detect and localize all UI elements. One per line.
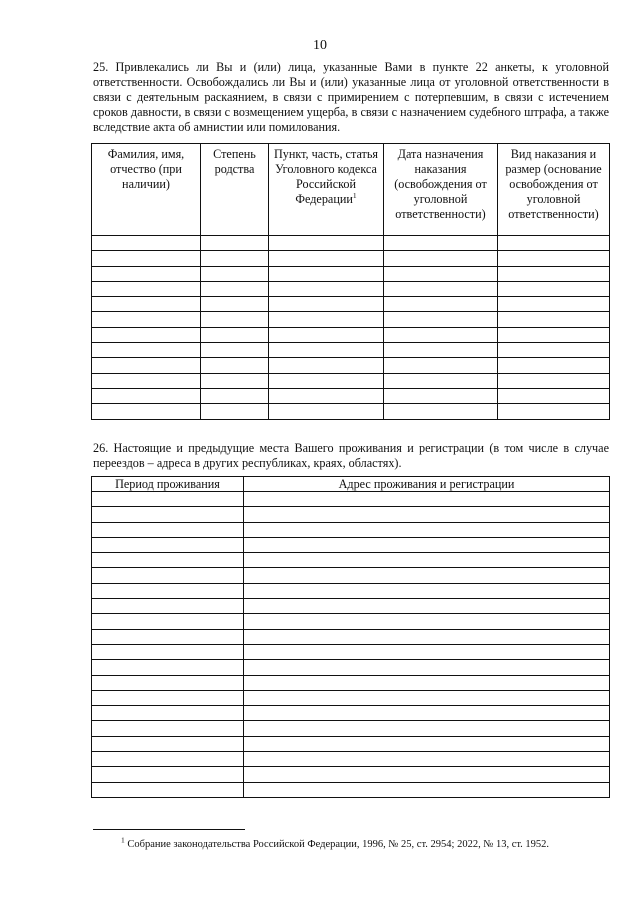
table-row bbox=[92, 312, 610, 327]
table-cell[interactable] bbox=[92, 388, 201, 403]
table-cell[interactable] bbox=[92, 404, 201, 419]
table-row bbox=[92, 358, 610, 373]
table-cell[interactable] bbox=[92, 660, 244, 675]
table-cell[interactable] bbox=[384, 236, 498, 251]
table-cell[interactable] bbox=[244, 736, 610, 751]
table-cell[interactable] bbox=[244, 706, 610, 721]
table-cell[interactable] bbox=[92, 327, 201, 342]
table-cell[interactable] bbox=[244, 568, 610, 583]
table-cell[interactable] bbox=[384, 388, 498, 403]
table-cell[interactable] bbox=[201, 327, 269, 342]
table-cell[interactable] bbox=[244, 492, 610, 507]
criminal-liability-table bbox=[91, 143, 610, 420]
table-cell[interactable] bbox=[244, 537, 610, 552]
footnote-number: 1 bbox=[121, 835, 125, 845]
table-cell[interactable] bbox=[269, 281, 384, 296]
table-cell[interactable] bbox=[92, 690, 244, 705]
table-cell[interactable] bbox=[92, 358, 201, 373]
table-cell[interactable] bbox=[244, 767, 610, 782]
table-cell[interactable] bbox=[384, 358, 498, 373]
table-cell[interactable] bbox=[244, 644, 610, 659]
table-cell[interactable] bbox=[244, 522, 610, 537]
table-cell[interactable] bbox=[244, 629, 610, 644]
table-cell[interactable] bbox=[92, 297, 201, 312]
table-cell[interactable] bbox=[92, 492, 244, 507]
footnote bbox=[121, 835, 550, 851]
table-cell[interactable] bbox=[92, 782, 244, 797]
table-row bbox=[92, 767, 610, 782]
table-cell[interactable] bbox=[201, 404, 269, 419]
table-cell[interactable] bbox=[498, 281, 610, 296]
table-cell[interactable] bbox=[201, 373, 269, 388]
table-cell[interactable] bbox=[498, 404, 610, 419]
table-cell[interactable] bbox=[498, 266, 610, 281]
table-cell[interactable] bbox=[384, 373, 498, 388]
table-cell[interactable] bbox=[92, 614, 244, 629]
table-cell[interactable] bbox=[92, 644, 244, 659]
table-row bbox=[92, 266, 610, 281]
table-cell[interactable] bbox=[92, 583, 244, 598]
header-residence-period: Период проживания bbox=[92, 477, 244, 492]
table-row bbox=[92, 752, 610, 767]
table-row bbox=[92, 297, 610, 312]
table-cell[interactable] bbox=[201, 281, 269, 296]
question-25-text: 25. Привлекались ли Вы и (или) лица, указанные Вами в пункте 22 анкеты, к уголовной ответственности. Освобождались ли Вы и (или) указанные лица от уголовной ответственности в связи с деятельным раскаянием, в связи с примирением с потерпевшим, в связи с истечением сроков давности, в связи с возмещением ущерба, в связи с назначением судебного штрафа, а также вследствие акта об амнистии или помилования. bbox=[93, 60, 609, 134]
table-cell[interactable] bbox=[244, 660, 610, 675]
table-cell[interactable] bbox=[498, 388, 610, 403]
table-row bbox=[92, 782, 610, 797]
table-row bbox=[92, 568, 610, 583]
header-sentence-type: Вид наказания и размер (основание освобождения от уголовной ответственности) bbox=[498, 144, 610, 236]
table-cell[interactable] bbox=[269, 358, 384, 373]
table-row bbox=[92, 251, 610, 266]
table-cell[interactable] bbox=[269, 251, 384, 266]
table-cell[interactable] bbox=[244, 614, 610, 629]
table-cell[interactable] bbox=[269, 327, 384, 342]
table-row bbox=[92, 522, 610, 537]
table-cell[interactable] bbox=[92, 721, 244, 736]
table-cell[interactable] bbox=[92, 251, 201, 266]
table-cell[interactable] bbox=[244, 721, 610, 736]
table-cell[interactable] bbox=[498, 327, 610, 342]
table-row bbox=[92, 507, 610, 522]
header-criminal-code-article: Пункт, часть, статья Уголовного кодекса Российской Федерации$^1$ bbox=[269, 144, 384, 236]
table-cell[interactable] bbox=[92, 522, 244, 537]
table-cell[interactable] bbox=[269, 388, 384, 403]
table-cell[interactable] bbox=[201, 388, 269, 403]
table-cell[interactable] bbox=[92, 767, 244, 782]
table-row bbox=[92, 629, 610, 644]
table-cell[interactable] bbox=[384, 327, 498, 342]
table-row bbox=[92, 675, 610, 690]
table-cell[interactable] bbox=[498, 343, 610, 358]
table-cell[interactable] bbox=[201, 297, 269, 312]
table-cell[interactable] bbox=[92, 507, 244, 522]
table-cell[interactable] bbox=[201, 266, 269, 281]
table-cell[interactable] bbox=[92, 736, 244, 751]
table-cell[interactable] bbox=[498, 312, 610, 327]
table-cell[interactable] bbox=[92, 553, 244, 568]
table-row bbox=[92, 690, 610, 705]
table-cell[interactable] bbox=[269, 266, 384, 281]
table-cell[interactable] bbox=[244, 752, 610, 767]
table-cell[interactable] bbox=[92, 373, 201, 388]
table-cell[interactable] bbox=[201, 236, 269, 251]
table-row bbox=[92, 281, 610, 296]
table-cell[interactable] bbox=[498, 236, 610, 251]
table-cell[interactable] bbox=[269, 236, 384, 251]
table-cell[interactable] bbox=[92, 537, 244, 552]
table-row bbox=[92, 583, 610, 598]
footnote-separator bbox=[93, 829, 245, 830]
table-cell[interactable] bbox=[244, 690, 610, 705]
table-cell[interactable] bbox=[244, 507, 610, 522]
footnote-marker: 1 bbox=[352, 190, 357, 200]
table-row bbox=[92, 537, 610, 552]
table-cell[interactable] bbox=[92, 568, 244, 583]
residence-history-table bbox=[91, 476, 610, 798]
table-cell[interactable] bbox=[92, 675, 244, 690]
page-number: 10 bbox=[313, 38, 327, 53]
table-row bbox=[92, 553, 610, 568]
table-cell[interactable] bbox=[92, 266, 201, 281]
table-row bbox=[92, 388, 610, 403]
table-row bbox=[92, 644, 610, 659]
footnote-text: Собрание законодательства Российской Федерации, 1996, № 25, ст. 2954; 2022, № 13, ст. 1952. bbox=[127, 839, 550, 850]
table-cell[interactable] bbox=[244, 583, 610, 598]
table-cell[interactable] bbox=[244, 599, 610, 614]
table-cell[interactable] bbox=[384, 251, 498, 266]
table-cell[interactable] bbox=[244, 782, 610, 797]
table-row bbox=[92, 736, 610, 751]
header-residence-address: Адрес проживания и регистрации bbox=[244, 477, 610, 492]
table-cell[interactable] bbox=[201, 343, 269, 358]
table-cell[interactable] bbox=[244, 553, 610, 568]
table-cell[interactable] bbox=[384, 404, 498, 419]
table-cell[interactable] bbox=[498, 251, 610, 266]
table-row bbox=[92, 236, 610, 251]
table-cell[interactable] bbox=[92, 629, 244, 644]
table-row bbox=[92, 660, 610, 675]
table-cell[interactable] bbox=[92, 706, 244, 721]
table-cell[interactable] bbox=[201, 312, 269, 327]
table-cell[interactable] bbox=[92, 236, 201, 251]
table-cell[interactable] bbox=[384, 343, 498, 358]
header-sentence-date: Дата назначения наказания (освобождения от уголовной ответственности) bbox=[384, 144, 498, 236]
table-cell[interactable] bbox=[92, 343, 201, 358]
table-cell[interactable] bbox=[384, 297, 498, 312]
table-cell[interactable] bbox=[384, 266, 498, 281]
table-row bbox=[92, 721, 610, 736]
question-26-text: 26. Настоящие и предыдущие места Вашего проживания и регистрации (в том числе в случае переездов – адреса в других республиках, краях, областях). bbox=[93, 441, 609, 470]
table-cell[interactable] bbox=[498, 358, 610, 373]
table-row bbox=[92, 599, 610, 614]
table-cell[interactable] bbox=[498, 373, 610, 388]
table-cell[interactable] bbox=[201, 251, 269, 266]
table-cell[interactable] bbox=[269, 404, 384, 419]
table-row bbox=[92, 404, 610, 419]
table-row bbox=[92, 343, 610, 358]
table-cell[interactable] bbox=[384, 281, 498, 296]
table-row bbox=[92, 492, 610, 507]
table-cell[interactable] bbox=[498, 297, 610, 312]
table-cell[interactable] bbox=[92, 312, 201, 327]
table-row bbox=[92, 327, 610, 342]
table-row bbox=[92, 706, 610, 721]
table-cell[interactable] bbox=[92, 281, 201, 296]
table-cell[interactable] bbox=[201, 358, 269, 373]
table-cell[interactable] bbox=[269, 297, 384, 312]
table-cell[interactable] bbox=[269, 312, 384, 327]
table-cell[interactable] bbox=[269, 343, 384, 358]
table-cell[interactable] bbox=[269, 373, 384, 388]
table-row bbox=[92, 373, 610, 388]
table-cell[interactable] bbox=[92, 752, 244, 767]
header-full-name: Фамилия, имя, отчество (при наличии) bbox=[92, 144, 201, 236]
table-row bbox=[92, 614, 610, 629]
table-cell[interactable] bbox=[244, 675, 610, 690]
table-cell[interactable] bbox=[92, 599, 244, 614]
table-cell[interactable] bbox=[384, 312, 498, 327]
header-relationship: Степень родства bbox=[201, 144, 269, 236]
